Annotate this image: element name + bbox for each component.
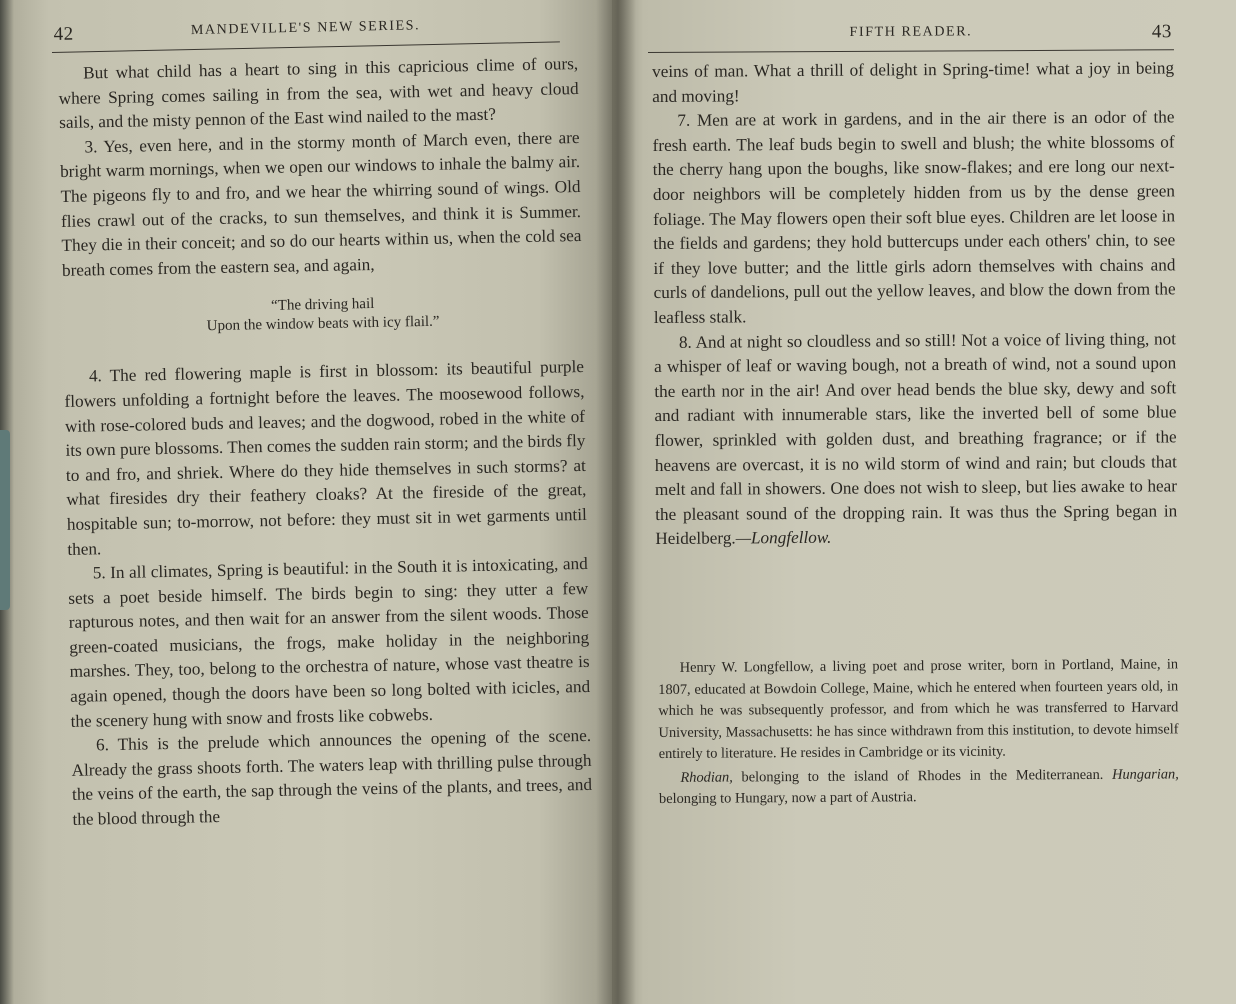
right-running-head [648,19,1174,53]
left-page-number: 42 [53,23,74,45]
right-page-number: 43 [1151,21,1172,43]
paragraph: 4. The red flowering maple is first in blossom: its beautiful purple flowers unfolding a fortnight before the leaves. The moosewood follows, with rose-colored buds and leaves; and the dogwood, robed in the white of its own pure blossoms. Then comes the sudden rain storm; and the birds fly to and fro, and shriek. Where do they hide themselves in such storms? at what firesides dry their feathery cloaks? At the fireside of the great, hospitable sun; to-morrow, not before: they must sit in wet garments until then. [64,357,587,559]
gloss-definition: belonging to the island of Rhodes in the Mediterranean. [732,766,1113,785]
page-tab-marker [0,430,10,610]
poem-line: “The driving hail [270,296,375,315]
paragraph-final [654,327,1178,552]
right-body-text [652,56,1177,552]
paragraph: 6. This is the prelude which announces the opening of the scene. Already the grass shoots forth. The waters leap with thrilling pulse through the veins of the earth, the sap through the veins of the plants, and trees, and the blood through the [71,726,593,829]
left-running-head [51,11,560,53]
poem-line: Upon the window beats with icy flail.” [206,314,440,335]
final-paragraph-text: 8. And at night so cloudless and so still! Not a voice of living thing, not a whisper of leaf or waving bough, not a breath of wind, not a sound upon the earth nor in the air! And over head bends the blue sky, dewy and soft and radiant with innumerable stars, like the inverted bell of some blue flower, sprinkled with golden dust, and breathing fragrance; or if the heavens are overcast, it is no wild storm of wind and rain; but clouds that melt and fall in showers. One does not wish to sleep, but lies awake to hear the pleasant sound of the dropping rain. It was thus the Spring began in Heidelberg. [654,328,1178,549]
paragraph: But what child has a heart to sing in this capricious clime of ours, where Spring comes sailing in from the sea, with wet and heavy cloud sails, and the misty pennon of the East wind nailed to the mast? [58,54,579,133]
right-page [612,0,1236,1004]
paragraph: 5. In all climates, Spring is beautiful: in the South it is intoxicating, and sets a poet beside himself. The birds begin to sing: they utter a few rapturous notes, and then wait for an answer from the silent woods. Those green-coated musicians, the frogs, make holiday in the neighboring marshes. They, too, belong to the orchestra of nature, whose vast theatre is again opened, though the doors have been so long bolted with icicles, and the scenery hung with snow and frosts like cobwebs. [68,554,591,731]
paragraph: 7. Men are at work in gardens, and in the air there is an odor of the fresh earth. The leaf buds begin to swell and blush; the white blossoms of the cherry hang upon the boughs, like snow-flakes; and ere long our next-door neighbors will be completely hidden from us by the dense green foliage. The May flowers open their soft blue eyes. Children are let loose in the fields and gardens; they hold buttercups under each others' chin, to see if they love butter; and the little girls adorn themselves with chains and curls of dandelions, pull out the yellow leaves, and blow the down from the leafless stalk. [652,107,1176,327]
footnotes [658,654,1179,812]
gloss-term: Hungarian, [1112,765,1179,783]
right-running-title: FIFTH READER. [849,24,973,40]
glossary-note [659,764,1179,811]
poem-quote [63,291,584,339]
gloss-definition: belonging to Hungary, now a part of Austria. [658,789,917,807]
left-running-title: MANDEVILLE'S NEW SERIES. [190,18,421,39]
author-biography-note: Henry W. Longfellow, a living poet and prose writer, born in Portland, Maine, in 1807, educated at Bowdoin College, Maine, which he entered when fourteen years old, in which he was subsequently professor, and from which he was transferred to Harvard University, Massachusetts: he has since withdrawn from this institution, to devote himself entirely to literature. He resides in Cambridge or its vicinity. [658,656,1179,762]
left-page [0,0,612,1004]
author-attribution: —Longfellow. [735,528,832,548]
gloss-term: Rhodian, [680,768,733,786]
left-body-text [58,52,593,832]
paragraph-continuation: veins of man. What a thrill of delight in Spring-time! what a joy in being and moving! [652,58,1175,106]
paragraph: 3. Yes, even here, and in the stormy month of March even, there are bright warm mornings, when we open our windows to inhale the balmy air. The pigeons fly to and fro, and we hear the whirring sound of wings. Old flies crawl out of the cracks, to sun themselves, and think it is Summer. They die in their conceit; and so do our hearts within us, when the cold sea breath comes from the eastern sea, and again, [59,127,582,280]
